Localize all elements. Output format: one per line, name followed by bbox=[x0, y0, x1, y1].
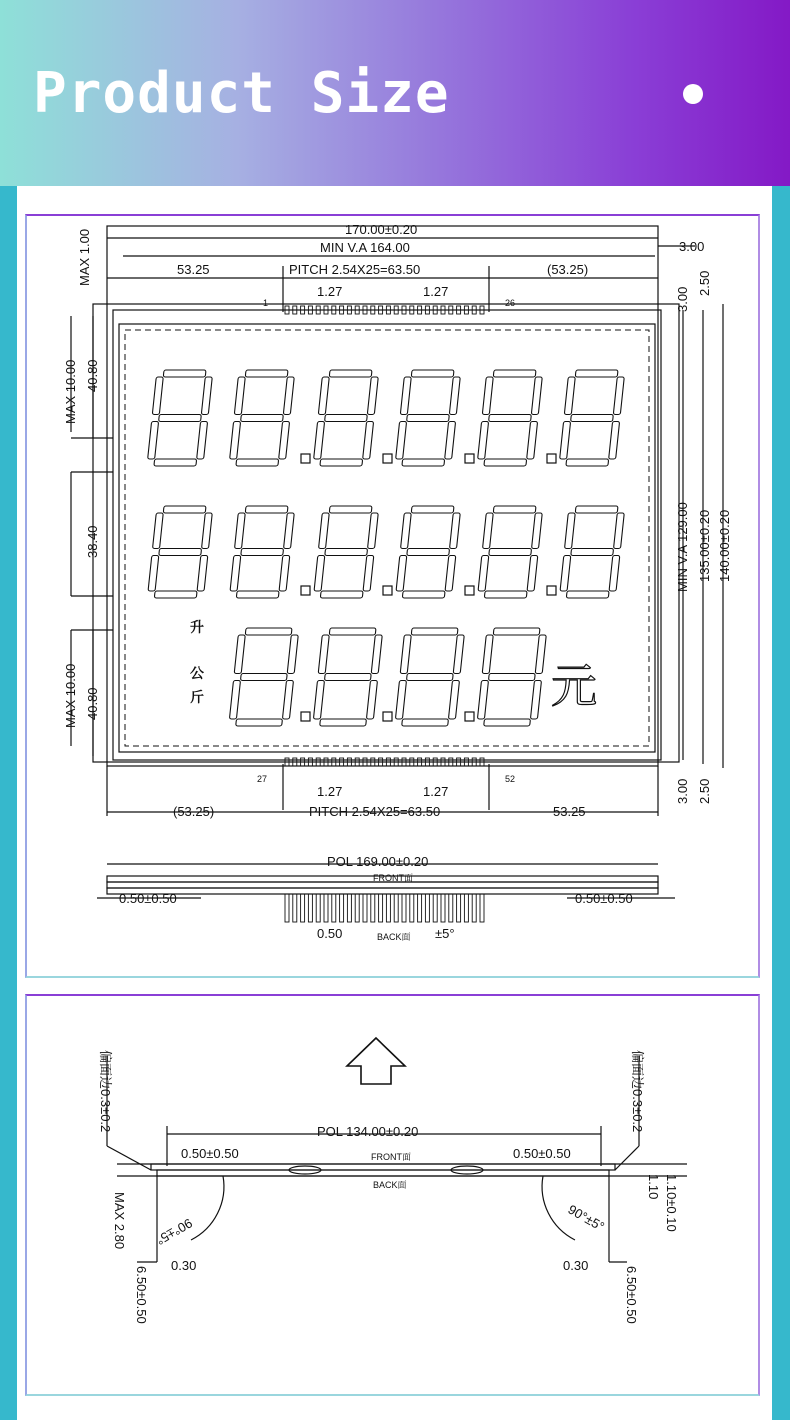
decimal-point bbox=[383, 586, 392, 595]
side-pin bbox=[433, 894, 437, 922]
decimal-point bbox=[383, 454, 392, 463]
side-pin bbox=[464, 894, 468, 922]
pin-label-27: 27 bbox=[257, 774, 268, 784]
lcd-digit bbox=[477, 628, 547, 726]
side-left-margin: 0.50±0.50 bbox=[119, 891, 177, 906]
side-pin bbox=[480, 894, 484, 922]
section-max-thickness: MAX 2.80 bbox=[112, 1192, 127, 1250]
section-left-margin: 0.50±0.50 bbox=[181, 1146, 239, 1161]
front-view-drawing bbox=[27, 216, 758, 976]
lcd-digit bbox=[147, 506, 213, 598]
side-pin bbox=[347, 894, 351, 922]
side-front-label: FRONT面 bbox=[373, 873, 413, 883]
dim-pitch-top: PITCH 2.54X25=63.50 bbox=[289, 262, 421, 277]
side-pin bbox=[394, 894, 398, 922]
section-left-pin-length: 6.50±0.50 bbox=[134, 1266, 149, 1324]
lcd-digit bbox=[229, 628, 299, 726]
decimal-point bbox=[465, 586, 474, 595]
side-angle: ±5° bbox=[435, 926, 455, 941]
side-pin-row bbox=[285, 894, 484, 922]
dim-left-40-80-a: 40.80 bbox=[85, 359, 100, 392]
dim-top-margin-right-2: 2.50 bbox=[697, 270, 712, 296]
section-right-angle: 90°±5° bbox=[565, 1201, 607, 1235]
cross-section-drawing bbox=[27, 996, 758, 1394]
dim-overall-width: 170.00±0.20 bbox=[345, 222, 418, 237]
dim-height-135: 135.00±0.20 bbox=[697, 509, 712, 582]
lcd-digit bbox=[477, 370, 543, 466]
front-view-drawing-panel bbox=[25, 214, 760, 978]
header-banner bbox=[0, 0, 790, 186]
section-right-pin: 0.30 bbox=[563, 1258, 589, 1273]
side-back-label: BACK面 bbox=[377, 932, 411, 942]
lcd-digit bbox=[313, 628, 383, 726]
decimal-point bbox=[465, 454, 474, 463]
decimal-point bbox=[301, 454, 310, 463]
section-left-pin: 0.30 bbox=[171, 1258, 197, 1273]
dim-left-offset-top: 53.25 bbox=[177, 262, 210, 277]
dim-height-140: 140.00±0.20 bbox=[717, 509, 732, 582]
dim-bottom-margin-side-2: 2.50 bbox=[697, 778, 712, 804]
decimal-point bbox=[301, 712, 310, 721]
side-pin bbox=[301, 894, 305, 922]
section-right-edge-note: 偏面边0.3±0.2 bbox=[630, 1050, 645, 1133]
section-front-label: FRONT面 bbox=[371, 1152, 411, 1162]
dim-top-margin-side: 3.00 bbox=[675, 286, 690, 312]
lcd-digit bbox=[477, 506, 543, 598]
page-title: Product Size bbox=[33, 61, 450, 126]
cross-section-drawing-panel bbox=[25, 994, 760, 1396]
dim-left-38-40: 38.40 bbox=[85, 525, 100, 558]
section-pol-width: POL 134.00±0.20 bbox=[317, 1124, 419, 1139]
up-arrow-icon bbox=[347, 1038, 405, 1084]
side-pin bbox=[410, 894, 414, 922]
dim-right-offset-bottom: 53.25 bbox=[553, 804, 586, 819]
side-pin bbox=[449, 894, 453, 922]
pin-label-1: 1 bbox=[263, 298, 269, 308]
side-pin bbox=[324, 894, 328, 922]
side-pin bbox=[472, 894, 476, 922]
section-right-pin-length: 6.50±0.50 bbox=[624, 1266, 639, 1324]
decimal-point bbox=[547, 454, 556, 463]
lcd-digit bbox=[147, 370, 213, 466]
decimal-point bbox=[301, 586, 310, 595]
side-pin bbox=[457, 894, 461, 922]
dim-top-margin-right: 3.00 bbox=[679, 239, 705, 254]
side-pin bbox=[402, 894, 406, 922]
dim-max-left-1: MAX 10.00 bbox=[63, 359, 78, 424]
section-left-angle: 90°±5° bbox=[153, 1215, 195, 1249]
side-pin bbox=[316, 894, 320, 922]
side-pin bbox=[379, 894, 383, 922]
dim-min-va-height: MIN V.A 129.00 bbox=[675, 502, 690, 592]
decimal-point bbox=[547, 586, 556, 595]
dim-bottom-margin-side: 3.00 bbox=[675, 778, 690, 804]
dim-min-va-width: MIN V.A 164.00 bbox=[320, 240, 410, 255]
lcd-digit bbox=[313, 370, 379, 466]
lcd-digit bbox=[395, 628, 465, 726]
dim-pin-space-left-top: 1.27 bbox=[317, 284, 343, 299]
lcd-digit bbox=[395, 506, 461, 598]
side-pin bbox=[418, 894, 422, 922]
lcd-digit bbox=[229, 370, 295, 466]
dot-icon bbox=[683, 84, 703, 104]
unit-label-gong: 公 bbox=[190, 666, 204, 682]
section-right-margin: 0.50±0.50 bbox=[513, 1146, 571, 1161]
dim-pin-space-right-bottom: 1.27 bbox=[423, 784, 449, 799]
side-pin bbox=[340, 894, 344, 922]
side-pin bbox=[332, 894, 336, 922]
side-pin bbox=[441, 894, 445, 922]
unit-label-jin: 斤 bbox=[190, 690, 204, 706]
content-sheet bbox=[17, 186, 772, 1420]
pin-label-52: 52 bbox=[505, 774, 516, 784]
lcd-digit bbox=[395, 370, 461, 466]
lcd-digit bbox=[559, 506, 625, 598]
unit-label-sheng: 升 bbox=[190, 620, 204, 636]
lcd-digit bbox=[559, 370, 625, 466]
side-pin bbox=[285, 894, 289, 922]
section-thickness-2: 1.10±0.10 bbox=[664, 1174, 679, 1232]
section-back-label: BACK面 bbox=[373, 1180, 407, 1190]
dim-pin-space-left-bottom: 1.27 bbox=[317, 784, 343, 799]
dim-max-top: MAX 1.00 bbox=[77, 228, 92, 286]
lcd-digit bbox=[229, 506, 295, 598]
side-pin bbox=[308, 894, 312, 922]
decimal-point bbox=[465, 712, 474, 721]
side-pin bbox=[371, 894, 375, 922]
dim-pitch-bottom: PITCH 2.54X25=63.50 bbox=[309, 804, 441, 819]
unit-label-yuan: 元 bbox=[551, 659, 597, 713]
section-left-edge-note: 偏面边0.3±0.2 bbox=[98, 1050, 113, 1133]
pin-label-26: 26 bbox=[505, 298, 516, 308]
dim-max-left-2: MAX 10.00 bbox=[63, 663, 78, 728]
side-pin bbox=[355, 894, 359, 922]
dim-pin-space-right-top: 1.27 bbox=[423, 284, 449, 299]
dim-right-offset-top: (53.25) bbox=[547, 262, 589, 277]
side-right-margin: 0.50±0.50 bbox=[575, 891, 633, 906]
side-pin-width: 0.50 bbox=[317, 926, 343, 941]
side-pol-width: POL 169.00±0.20 bbox=[327, 854, 429, 869]
side-pin bbox=[293, 894, 297, 922]
side-pin bbox=[363, 894, 367, 922]
decimal-point bbox=[383, 712, 392, 721]
dim-left-40-80-b: 40.80 bbox=[85, 687, 100, 720]
dim-left-offset-bottom: (53.25) bbox=[173, 804, 215, 819]
section-thickness-1: 1.10 bbox=[646, 1174, 661, 1200]
lcd-digit bbox=[313, 506, 379, 598]
side-pin bbox=[425, 894, 429, 922]
side-pin bbox=[386, 894, 390, 922]
